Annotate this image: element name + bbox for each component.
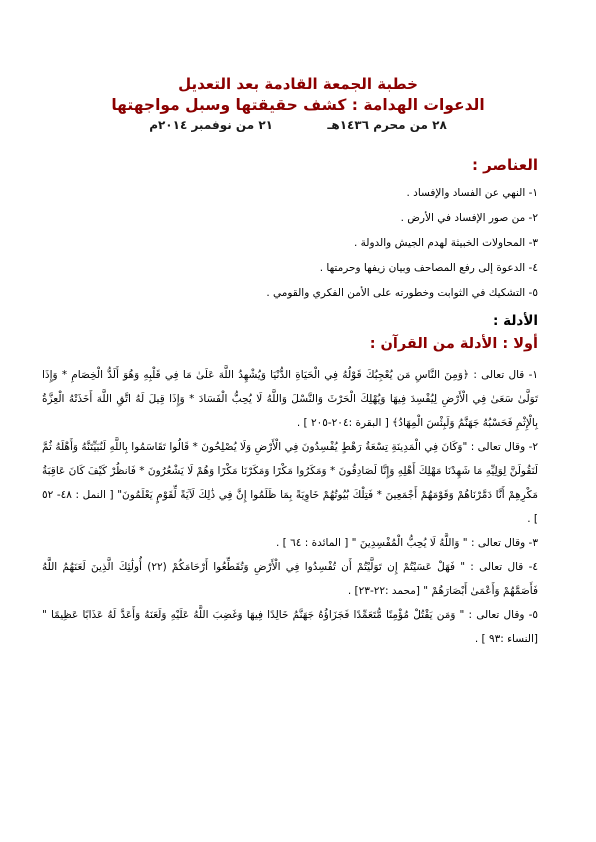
list-item: ٤- الدعوة إلى رفع المصاحف وبيان زيفها وحرمتها . (319, 262, 538, 274)
evidence-heading: الأدلة : (493, 313, 538, 329)
document-header (0, 74, 596, 134)
list-item: ٣- المحاولات الخبيثة لهدم الجيش والدولة . (353, 237, 538, 249)
list-item: ٢- من صور الإفساد في الأرض . (400, 212, 538, 224)
verse-paragraph: ٣- وقال تعالى : " وَاللَّهُ لَا يُحِبُّ الْمُفْسِدِينَ " [ المائدة : ٦٤ ] . (275, 537, 538, 549)
list-item: ١- النهي عن الفساد والإفساد . (406, 187, 538, 199)
verse-paragraph: ٢- وقال تعالى : "وَكَانَ فِي الْمَدِينَةِ تِسْعَةُ رَهْطٍ يُفْسِدُونَ فِي الْأَرْضِ وَلَا يُصْلِحُونَ * قَالُوا تَقَاسَمُوا بِاللَّهِ لَنُبَيِّتَنَّهُ وَأَهْلَهُ ثُمَّ لَنَقُولَنَّ لِوَلِيِّهِ مَا شَهِدْنَا مَهْلِكَ أَهْلِهِ وَإِنَّا لَصَادِقُونَ * وَمَكَرُوا مَكْرًا وَمَكَرْنَا مَكْرًا وَهُمْ لَا يَشْعُرُونَ * فَانظُرْ كَيْفَ كَانَ عَاقِبَةُ مَكْرِهِمْ أَنَّا دَمَّرْنَاهُمْ وَقَوْمَهُمْ أَجْمَعِينَ * فَتِلْكَ بُيُوتُهُمْ خَاوِيَةً بِمَا ظَلَمُوا إِنَّ فِي ذَٰلِكَ لَآيَةً لِّقَوْمٍ يَعْلَمُونَ" [ النمل : ٤٨- ٥٢ ] . (42, 441, 538, 525)
list-item: ٥- التشكيك في الثوابت وخطورته على الأمن الفكري والقومي . (266, 287, 538, 299)
verse-paragraph: ٥- وقال تعالى : " وَمَن يَقْتُلْ مُؤْمِنًا مُّتَعَمِّدًا فَجَزَاؤُهُ جَهَنَّمُ خَالِدًا فِيهَا وَغَضِبَ اللَّهُ عَلَيْهِ وَلَعَنَهُ وَأَعَدَّ لَهُ عَذَابًا عَظِيمًا " [النساء :٩٣ ] . (42, 609, 538, 645)
sermon-title: خطبة الجمعة القادمة بعد التعديل (178, 75, 418, 93)
verse-paragraph: ٤- قال تعالى : " فَهَلْ عَسَيْتُمْ إِن تَوَلَّيْتُمْ أَن تُفْسِدُوا فِي الْأَرْضِ وَتُقَطِّعُوا أَرْحَامَكُمْ (٢٢) أُولَٰئِكَ الَّذِينَ لَعَنَهُمُ اللَّهُ فَأَصَمَّهُمْ وَأَعْمَىٰ أَبْصَارَهُمْ " [محمد :٢٢-٢٣] . (42, 561, 538, 597)
sermon-date (0, 116, 596, 134)
verse-paragraph: ١- قال تعالى : ﴿وَمِنَ النَّاسِ مَن يُعْجِبُكَ قَوْلُهُ فِي الْحَيَاةِ الدُّنْيَا وَيُشْهِدُ اللَّهَ عَلَىٰ مَا فِي قَلْبِهِ وَهُوَ أَلَدُّ الْخِصَامِ * وَإِذَا تَوَلَّىٰ سَعَىٰ فِي الْأَرْضِ لِيُفْسِدَ فِيهَا وَيُهْلِكَ الْحَرْثَ وَالنَّسْلَ وَاللَّهُ لَا يُحِبُّ الْفَسَادَ * وَإِذَا قِيلَ لَهُ اتَّقِ اللَّهَ أَخَذَتْهُ الْعِزَّةُ بِالْإِثْمِ فَحَسْبُهُ جَهَنَّمُ وَلَبِئْسَ الْمِهَادُ﴾ [ البقرة :٢٠٤-٢٠٥ ] . (42, 369, 538, 429)
quran-evidence-heading: أولا : الأدلة من القرآن : (369, 336, 538, 352)
elements-list (38, 181, 538, 306)
date-hijri: ٢٨ من محرم ١٤٣٦هـ (327, 118, 447, 132)
verses-section (42, 363, 538, 651)
date-gregorian: ٢١ من نوفمبر ٢٠١٤م (149, 118, 273, 132)
elements-heading: العناصر : (471, 156, 538, 174)
sermon-topic: الدعوات الهدامة : كشف حقيقتها وسبل مواجهتها (111, 96, 485, 114)
